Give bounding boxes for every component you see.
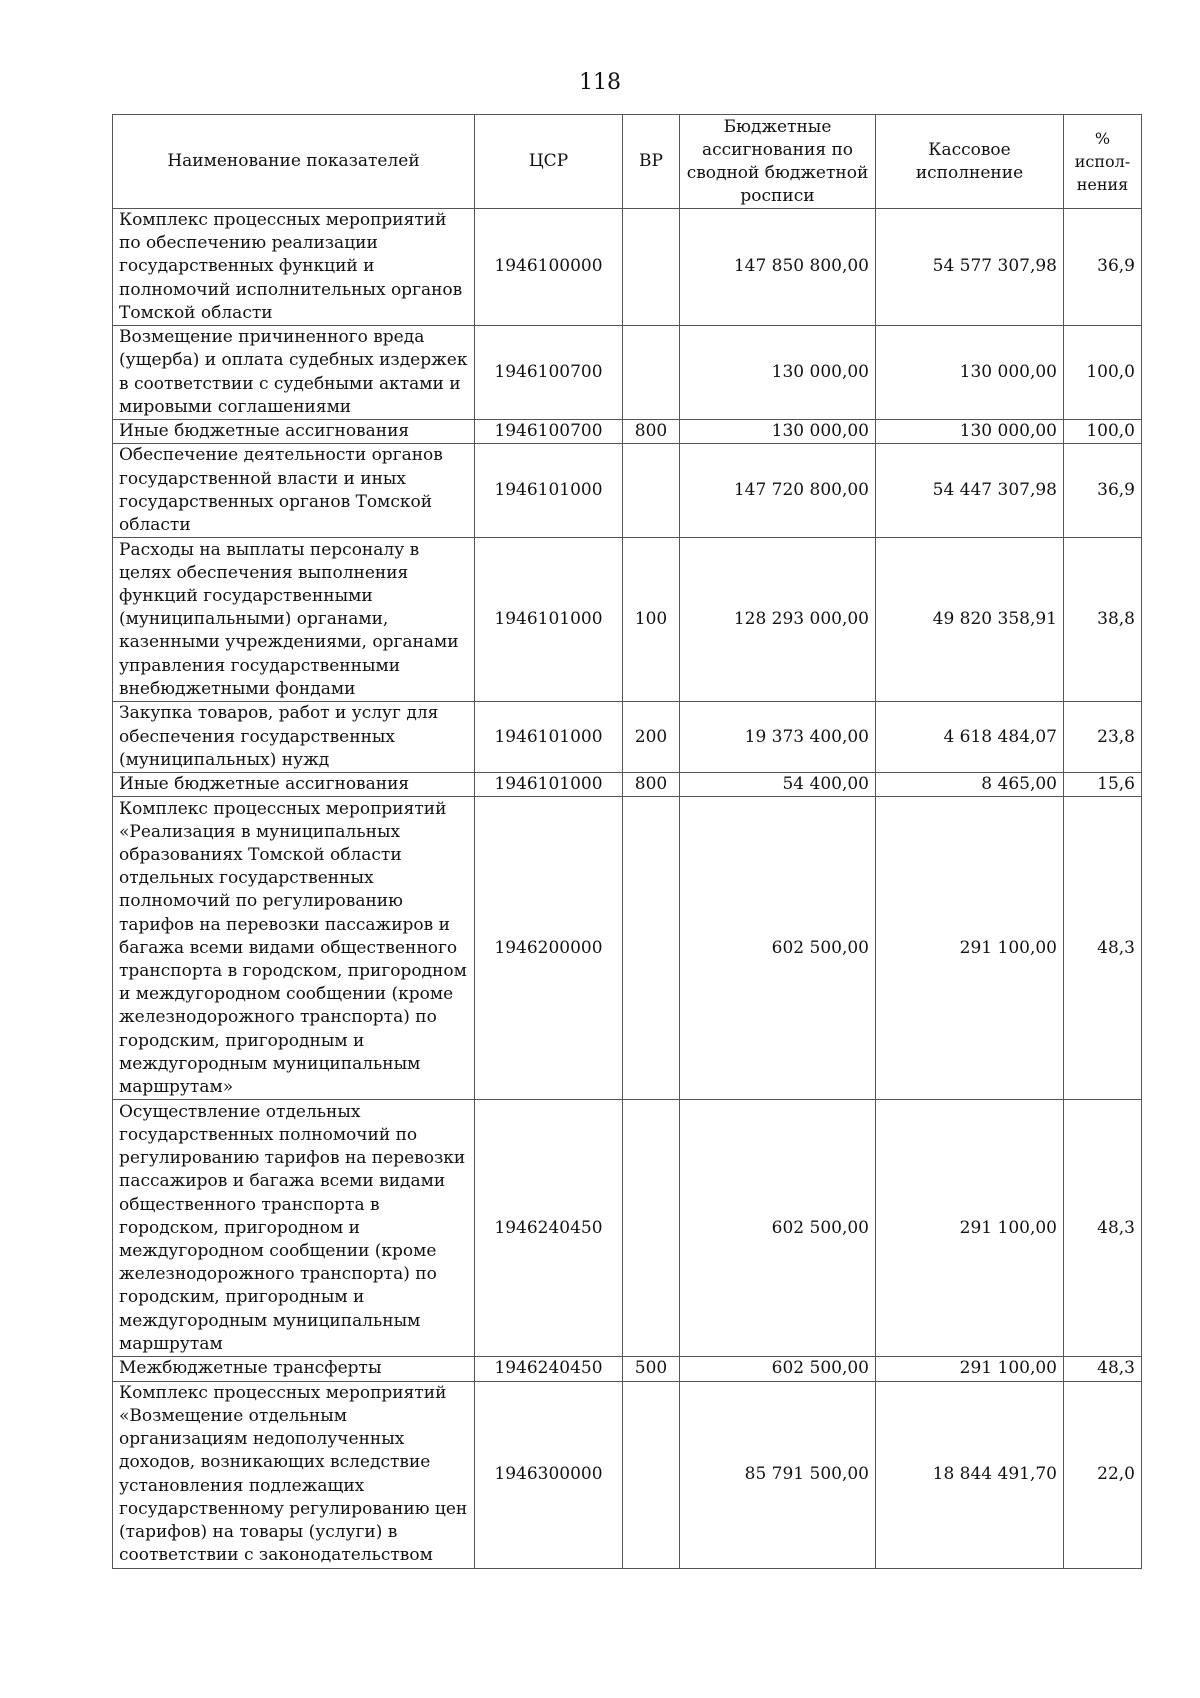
table-row (113, 326, 1142, 420)
row-percent: 48,3 (1064, 797, 1142, 1100)
column-header-budget: Бюджетные ассигнования по сводной бюджетной росписи (680, 115, 876, 209)
row-name: Закупка товаров, работ и услуг для обеспечения государственных (муниципальных) нужд (113, 702, 475, 773)
row-csr: 1946200000 (475, 797, 623, 1100)
row-name: Осуществление отдельных государственных полномочий по регулированию тарифов на перевозки пассажиров и багажа всеми видами общественного транспорта в городском, пригородном и междугородном сообщении (кроме железнодорожного транспорта) по городским, пригородным и междугородным муниципальным маршрутам (113, 1100, 475, 1357)
table-row (113, 538, 1142, 702)
row-vr (623, 1100, 680, 1357)
row-name: Расходы на выплаты персоналу в целях обеспечения выполнения функций государственными (муниципальными) органами, казенными учреждениями, органами управления государственными внебюджетными фондами (113, 538, 475, 702)
table-row (113, 444, 1142, 538)
row-csr: 1946101000 (475, 538, 623, 702)
row-budget: 19 373 400,00 (680, 702, 876, 773)
table-row (113, 420, 1142, 444)
row-csr: 1946300000 (475, 1381, 623, 1568)
row-vr (623, 209, 680, 326)
row-name: Межбюджетные трансферты (113, 1357, 475, 1381)
row-budget: 602 500,00 (680, 1357, 876, 1381)
row-budget: 602 500,00 (680, 797, 876, 1100)
row-cash: 291 100,00 (876, 1357, 1064, 1381)
row-name: Обеспечение деятельности органов государственной власти и иных государственных органов Томской области (113, 444, 475, 538)
row-budget: 85 791 500,00 (680, 1381, 876, 1568)
row-vr (623, 444, 680, 538)
table-row (113, 1381, 1142, 1568)
row-percent: 36,9 (1064, 444, 1142, 538)
table-row (113, 1357, 1142, 1381)
row-percent: 23,8 (1064, 702, 1142, 773)
row-cash: 8 465,00 (876, 773, 1064, 797)
row-name: Иные бюджетные ассигнования (113, 420, 475, 444)
column-header-cash: Кассовое исполнение (876, 115, 1064, 209)
row-cash: 18 844 491,70 (876, 1381, 1064, 1568)
column-header-percent: % испол-нения (1064, 115, 1142, 209)
row-name: Иные бюджетные ассигнования (113, 773, 475, 797)
row-csr: 1946100700 (475, 326, 623, 420)
row-csr: 1946101000 (475, 773, 623, 797)
row-name: Возмещение причиненного вреда (ущерба) и оплата судебных издержек в соответствии с судебными актами и мировыми соглашениями (113, 326, 475, 420)
table-header-row (113, 115, 1142, 209)
row-percent: 38,8 (1064, 538, 1142, 702)
row-vr: 500 (623, 1357, 680, 1381)
table-row (113, 702, 1142, 773)
row-budget: 128 293 000,00 (680, 538, 876, 702)
row-cash: 130 000,00 (876, 420, 1064, 444)
row-budget: 130 000,00 (680, 326, 876, 420)
row-percent: 22,0 (1064, 1381, 1142, 1568)
column-header-name: Наименование показателей (113, 115, 475, 209)
row-budget: 147 850 800,00 (680, 209, 876, 326)
row-cash: 54 447 307,98 (876, 444, 1064, 538)
row-csr: 1946101000 (475, 702, 623, 773)
table-row (113, 1100, 1142, 1357)
row-name: Комплекс процессных мероприятий «Реализация в муниципальных образованиях Томской области отдельных государственных полномочий по регулированию тарифов на перевозки пассажиров и багажа всеми видами общественного транспорта в городском, пригородном и междугородном сообщении (кроме железнодорожного транспорта) по городским, пригородным и междугородным муниципальным маршрутам» (113, 797, 475, 1100)
row-vr (623, 326, 680, 420)
row-vr: 800 (623, 773, 680, 797)
row-budget: 54 400,00 (680, 773, 876, 797)
row-vr: 800 (623, 420, 680, 444)
row-csr: 1946100700 (475, 420, 623, 444)
row-budget: 147 720 800,00 (680, 444, 876, 538)
row-vr: 200 (623, 702, 680, 773)
row-vr: 100 (623, 538, 680, 702)
row-budget: 130 000,00 (680, 420, 876, 444)
row-cash: 4 618 484,07 (876, 702, 1064, 773)
row-cash: 130 000,00 (876, 326, 1064, 420)
row-name: Комплекс процессных мероприятий по обеспечению реализации государственных функций и полномочий исполнительных органов Томской области (113, 209, 475, 326)
table-row (113, 797, 1142, 1100)
table-row (113, 773, 1142, 797)
page-number: 118 (579, 70, 621, 95)
row-percent: 48,3 (1064, 1100, 1142, 1357)
budget-execution-table (112, 114, 1142, 1569)
row-percent: 15,6 (1064, 773, 1142, 797)
row-percent: 36,9 (1064, 209, 1142, 326)
row-percent: 100,0 (1064, 420, 1142, 444)
row-percent: 48,3 (1064, 1357, 1142, 1381)
row-csr: 1946240450 (475, 1357, 623, 1381)
table-row (113, 209, 1142, 326)
row-name: Комплекс процессных мероприятий «Возмещение отдельным организациям недополученных доходов, возникающих вследствие установления подлежащих государственному регулированию цен (тарифов) на товары (услуги) в соответствии с законодательством (113, 1381, 475, 1568)
column-header-vr: ВР (623, 115, 680, 209)
row-csr: 1946101000 (475, 444, 623, 538)
row-vr (623, 797, 680, 1100)
row-csr: 1946100000 (475, 209, 623, 326)
row-cash: 291 100,00 (876, 797, 1064, 1100)
row-cash: 49 820 358,91 (876, 538, 1064, 702)
row-budget: 602 500,00 (680, 1100, 876, 1357)
column-header-csr: ЦСР (475, 115, 623, 209)
row-vr (623, 1381, 680, 1568)
row-csr: 1946240450 (475, 1100, 623, 1357)
row-cash: 291 100,00 (876, 1100, 1064, 1357)
row-cash: 54 577 307,98 (876, 209, 1064, 326)
row-percent: 100,0 (1064, 326, 1142, 420)
